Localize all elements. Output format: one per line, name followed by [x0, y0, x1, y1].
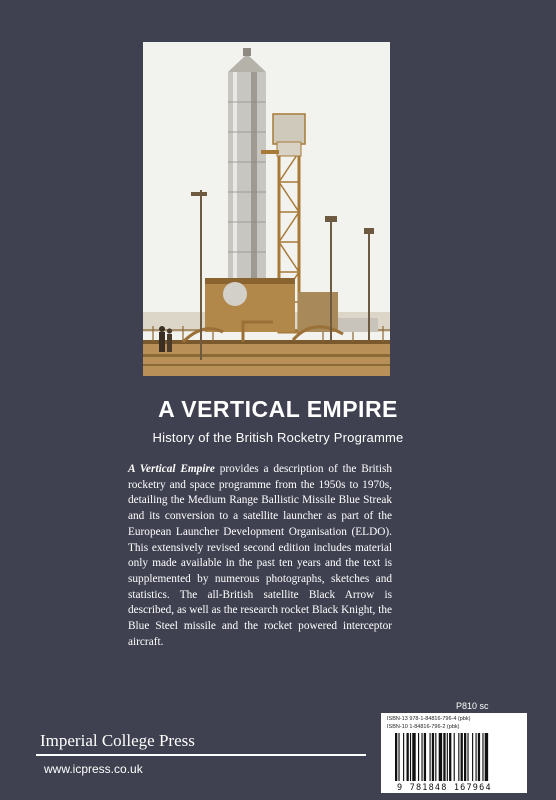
barcode-bar — [395, 733, 397, 781]
barcode-bar — [454, 733, 455, 781]
barcode-bar — [464, 733, 466, 781]
barcode-bar — [449, 733, 451, 781]
blurb-paragraph — [128, 462, 392, 650]
cover-photo — [143, 42, 390, 376]
book-subtitle: History of the British Rocketry Programme — [152, 430, 404, 445]
barcode-bar — [410, 733, 411, 781]
barcode-bar — [435, 733, 436, 781]
barcode-number: 9 781848 167964 — [397, 783, 492, 793]
barcode-bar — [403, 733, 404, 781]
barcode-bar — [476, 733, 477, 781]
isbn13-label: ISBN-13 978-1-84816-796-4 (pbk) — [387, 716, 471, 722]
barcode-bar — [472, 733, 473, 781]
book-title: A VERTICAL EMPIRE — [158, 396, 398, 422]
barcode-bar — [478, 733, 480, 781]
isbn10-label: ISBN-10 1-84816-796-2 (pbk) — [387, 724, 460, 730]
barcode-bar — [482, 733, 483, 781]
product-code: P810 sc — [456, 701, 489, 711]
barcode-bar — [485, 733, 488, 781]
barcode-bar — [458, 733, 459, 781]
publisher-website: www.icpress.co.uk — [44, 762, 143, 776]
barcode-bar — [447, 733, 448, 781]
barcode-bar — [432, 733, 434, 781]
barcode-bar — [421, 733, 422, 781]
rocket-launch-gantry-photo — [143, 42, 390, 376]
publisher-name: Imperial College Press — [40, 731, 195, 750]
barcode-bar — [439, 733, 442, 781]
barcode-bar — [412, 733, 415, 781]
barcode-bar — [407, 733, 409, 781]
barcode-bar — [461, 733, 463, 781]
barcode-bar — [398, 733, 399, 781]
barcode-bar — [418, 733, 419, 781]
barcode-bar — [443, 733, 445, 781]
barcode-panel — [381, 713, 527, 793]
barcode-icon — [381, 713, 527, 793]
blurb-text: provides a description of the British rocketry and space programme from the 1950s to 1970s, detailing the Medium Range Ballistic Missile Blue Streak and its conversion to a satellite launcher as part of the European Launcher Development Organisation (ELDO). This extensively revised second edition includes material only made available in the past ten years and the text is supplemented by numerous photographs, sketches and statistics. The all-British satellite Black Arrow is described, as well as the research rocket Black Knight, the Blue Steel missile and the rocket powered interceptor aircraft. — [128, 463, 393, 648]
barcode-bar — [430, 733, 431, 781]
barcode-bar — [467, 733, 468, 781]
barcode-bar — [424, 733, 426, 781]
blurb-book-title: A Vertical Empire — [128, 463, 215, 475]
divider-line — [36, 754, 366, 756]
